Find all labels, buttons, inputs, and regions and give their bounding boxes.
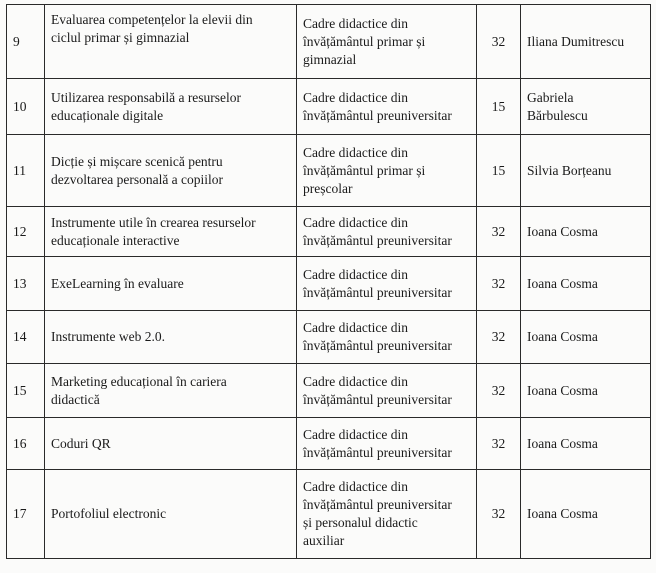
trainer-name: Ioana Cosma <box>521 207 651 257</box>
row-number: 17 <box>7 470 45 559</box>
courses-table <box>6 4 651 559</box>
table-row <box>7 257 651 311</box>
course-title: Utilizarea responsabilă a resurselor educaționale digitale <box>45 79 297 135</box>
trainer-name: Ioana Cosma <box>521 418 651 470</box>
table-row <box>7 418 651 470</box>
course-hours: 32 <box>477 257 521 311</box>
row-number: 12 <box>7 207 45 257</box>
course-title: Dicție și mișcare scenică pentru dezvoltarea personală a copiilor <box>45 135 297 207</box>
table-row <box>7 470 651 559</box>
target-audience: Cadre didactice din învățământul preuniversitar <box>297 207 477 257</box>
course-hours: 15 <box>477 135 521 207</box>
trainer-name: Iliana Dumitrescu <box>521 5 651 79</box>
table-row <box>7 207 651 257</box>
table-row <box>7 364 651 418</box>
course-hours: 32 <box>477 418 521 470</box>
course-hours: 32 <box>477 5 521 79</box>
table-row <box>7 311 651 364</box>
target-audience: Cadre didactice din învățământul preuniversitar <box>297 79 477 135</box>
row-number: 9 <box>7 5 45 79</box>
table-row <box>7 5 651 79</box>
target-audience: Cadre didactice din învățământul preuniversitar <box>297 364 477 418</box>
course-hours: 32 <box>477 311 521 364</box>
target-audience: Cadre didactice din învățământul primar și preșcolar <box>297 135 477 207</box>
row-number: 13 <box>7 257 45 311</box>
course-hours: 32 <box>477 364 521 418</box>
target-audience: Cadre didactice din învățământul preuniversitar <box>297 418 477 470</box>
course-title: Evaluarea competențelor la elevii din ciclul primar și gimnazial <box>45 5 297 79</box>
course-title: Portofoliul electronic <box>45 470 297 559</box>
trainer-name: Ioana Cosma <box>521 364 651 418</box>
target-audience: Cadre didactice din învățământul preuniversitar <box>297 311 477 364</box>
table-row <box>7 79 651 135</box>
trainer-name: Ioana Cosma <box>521 311 651 364</box>
trainer-name: Ioana Cosma <box>521 470 651 559</box>
trainer-name: Ioana Cosma <box>521 257 651 311</box>
row-number: 10 <box>7 79 45 135</box>
course-hours: 15 <box>477 79 521 135</box>
target-audience: Cadre didactice din învățământul preuniversitar <box>297 257 477 311</box>
course-title: Coduri QR <box>45 418 297 470</box>
row-number: 15 <box>7 364 45 418</box>
target-audience: Cadre didactice din învățământul preuniversitar și personalul didactic auxiliar <box>297 470 477 559</box>
target-audience: Cadre didactice din învățământul primar și gimnazial <box>297 5 477 79</box>
course-hours: 32 <box>477 207 521 257</box>
course-title: Marketing educațional în cariera didactică <box>45 364 297 418</box>
row-number: 14 <box>7 311 45 364</box>
course-title: Instrumente utile în crearea resurselor educaționale interactive <box>45 207 297 257</box>
course-title: ExeLearning în evaluare <box>45 257 297 311</box>
table-row <box>7 135 651 207</box>
trainer-name: Gabriela Bărbulescu <box>521 79 651 135</box>
course-hours: 32 <box>477 470 521 559</box>
course-title: Instrumente web 2.0. <box>45 311 297 364</box>
trainer-name: Silvia Borțeanu <box>521 135 651 207</box>
row-number: 11 <box>7 135 45 207</box>
row-number: 16 <box>7 418 45 470</box>
